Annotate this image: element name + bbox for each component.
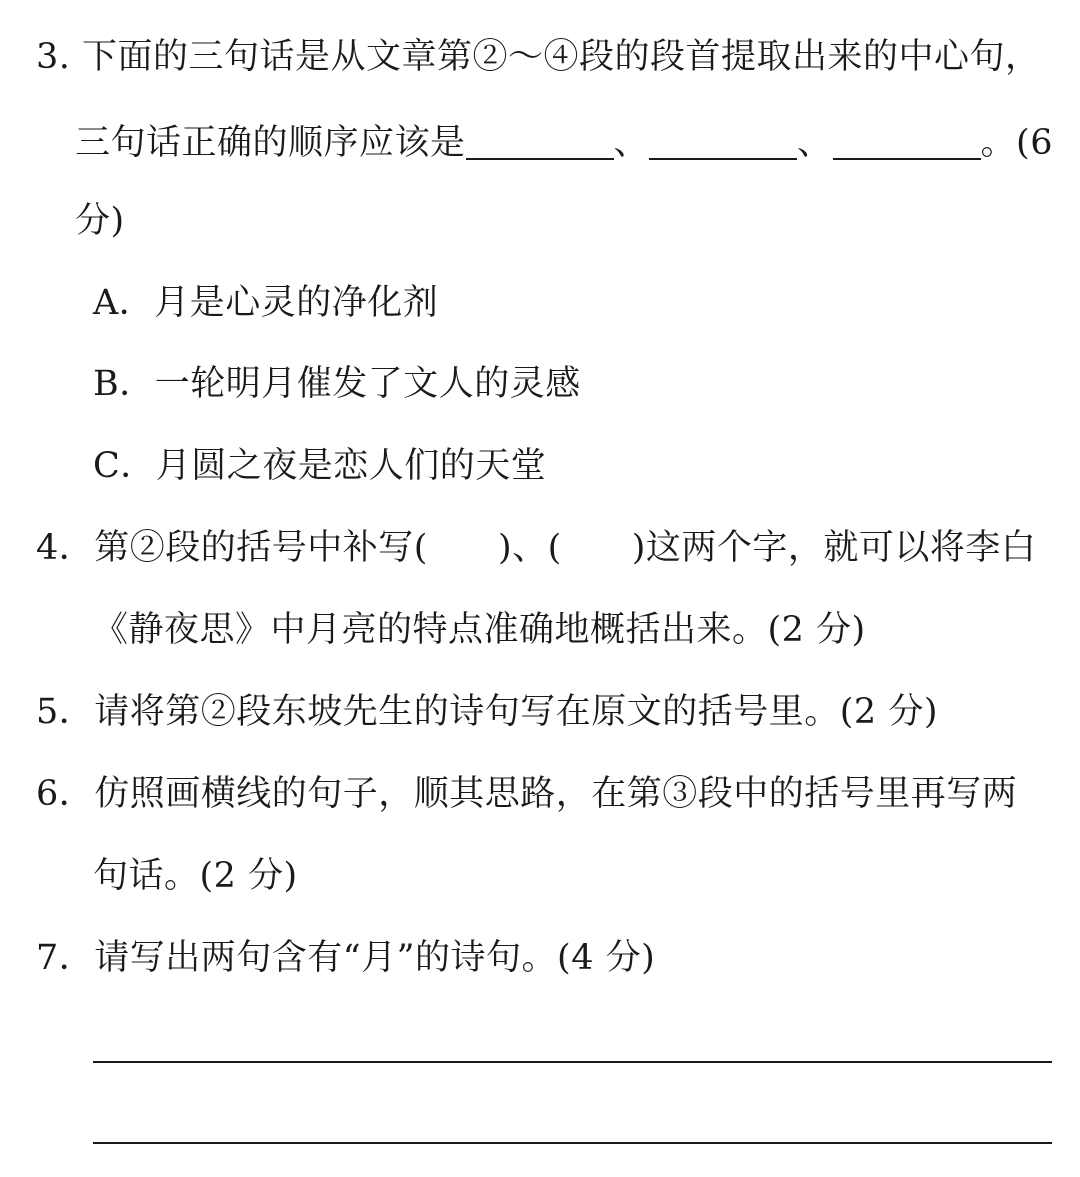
option-a: A．月是心灵的净化剂 xyxy=(93,283,439,323)
answer-line-2[interactable] xyxy=(93,1142,1052,1144)
q4-line-1 xyxy=(36,528,1037,568)
q3-line-2 xyxy=(75,122,1053,161)
q4-line-2: 《静夜思》中月亮的特点准确地概括出来。(2 分) xyxy=(93,610,866,650)
option-b: B．一轮明月催发了文人的灵感 xyxy=(93,364,581,404)
q4-part-1: 4．第②段的括号中补写( xyxy=(36,528,428,568)
q4-part-2: )、( xyxy=(497,528,562,568)
q5-line-1: 5．请将第②段东坡先生的诗句写在原文的括号里。(2 分) xyxy=(36,692,938,732)
option-c: C．月圆之夜是恋人们的天堂 xyxy=(93,446,547,486)
q3-line-2-text: 三句话正确的顺序应该是 xyxy=(75,123,466,163)
answer-line-1[interactable] xyxy=(93,1061,1052,1063)
answer-blank-2[interactable] xyxy=(649,128,797,160)
q6-line-1: 6．仿照画横线的句子，顺其思路，在第③段中的括号里再写两 xyxy=(36,774,1018,814)
separator-1: 、 xyxy=(613,123,650,163)
q3-line-3: 分) xyxy=(75,201,125,241)
answer-blank-3[interactable] xyxy=(833,128,981,160)
q6-line-2: 句话。(2 分) xyxy=(93,856,298,896)
q3-line-2-end: 。(6 xyxy=(980,123,1053,163)
q3-line-1: 3. 下面的三句话是从文章第②～④段的段首提取出来的中心句， xyxy=(36,37,1041,77)
q7-line-1: 7．请写出两句含有“月”的诗句。(4 分) xyxy=(36,938,656,978)
q4-part-3: )这两个字，就可以将李白 xyxy=(631,528,1037,568)
separator-2: 、 xyxy=(797,123,833,163)
answer-blank-1[interactable] xyxy=(466,128,614,160)
